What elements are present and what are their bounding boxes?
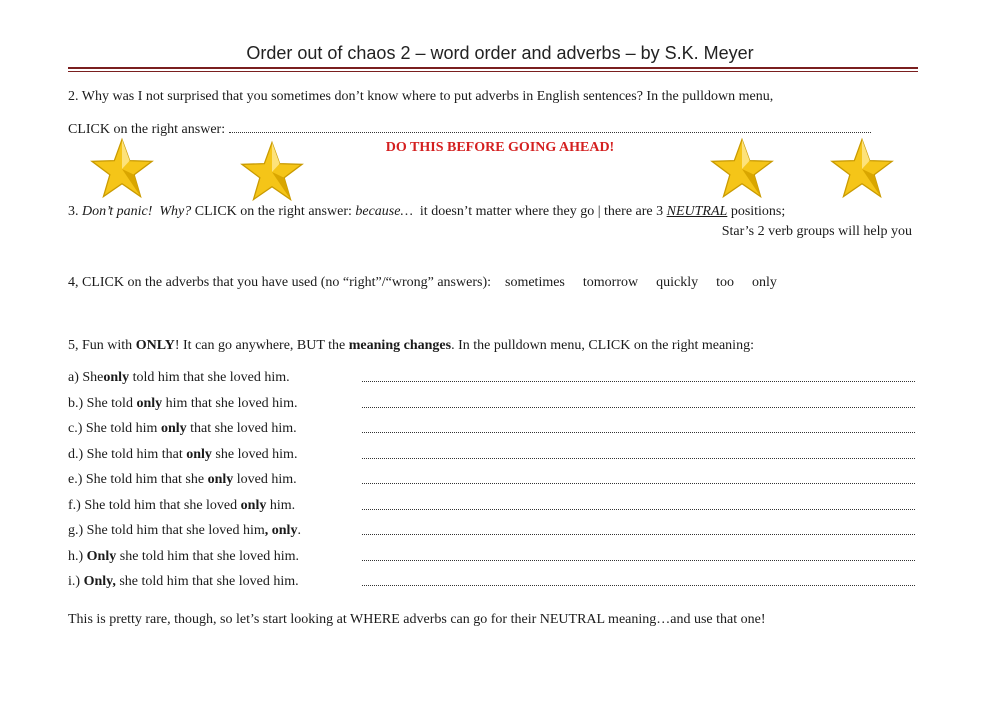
- q5-h-meaning-changes: meaning changes: [348, 338, 452, 353]
- q5-meaning-dropdown[interactable]: [362, 483, 915, 484]
- q2-line1: 2. Why was I not surprised that you sometimes don’t know where to put adverbs in English sentences? In the pulldown menu,: [68, 89, 774, 104]
- q3-option-2-pre: there are 3: [604, 204, 667, 219]
- q5-sentence-pre: f.) She told him that she loved: [68, 497, 241, 513]
- q5-sentence-pre: d.) She told him that: [68, 446, 187, 462]
- q5-sentence: [68, 447, 297, 463]
- q3-option-2-post: positions;: [727, 204, 786, 219]
- q5-sentence: [68, 396, 297, 412]
- q5-sentence-only: , only: [264, 523, 298, 538]
- q5-sentence-pre: g.) She told him that she loved him: [68, 523, 265, 538]
- q5-sentence: [68, 421, 297, 437]
- q3-number: 3.: [68, 204, 82, 219]
- adverb-option-tomorrow[interactable]: tomorrow: [582, 275, 639, 290]
- q5-sentence: [68, 370, 290, 386]
- q2-line2: [68, 120, 871, 138]
- adverb-option-sometimes[interactable]: sometimes: [505, 275, 565, 290]
- q3-option-3[interactable]: Star’s 2 verb groups will help you: [721, 224, 912, 239]
- q5-meaning-dropdown[interactable]: [362, 585, 915, 586]
- q5-sentence-post: she told him that she loved him.: [115, 574, 299, 589]
- q5-meaning-dropdown[interactable]: [362, 381, 915, 382]
- q5-sentence-pre: e.) She told him that she: [68, 472, 208, 487]
- q5-sentence: [68, 523, 301, 539]
- adverb-list: [491, 275, 777, 290]
- q4-line: [68, 275, 777, 291]
- star-icon: [710, 137, 774, 201]
- q5-sentence-post: she told him that she loved him.: [116, 548, 300, 564]
- q5-h-part1: 5, Fun with: [68, 338, 136, 353]
- page-title: Order out of chaos 2 – word order and adverbs – by S.K. Meyer: [246, 43, 754, 63]
- q5-sentence: [68, 574, 299, 590]
- q5-sentence-pre: h.): [68, 548, 87, 564]
- q5-sentence-only: only: [160, 421, 187, 436]
- q5-sentence-pre: c.) She told him: [68, 421, 161, 436]
- q5-sentence-only: only: [103, 370, 130, 385]
- q5-h-part5: . In the pulldown menu, CLICK on the right meaning:: [451, 338, 754, 353]
- q3-because: because…: [355, 204, 413, 219]
- q5-sentence: [68, 498, 295, 514]
- q5-sentence-post: him that she loved him.: [162, 395, 298, 411]
- q3-why: Why?: [159, 204, 192, 219]
- star-icon: [240, 140, 304, 204]
- q5-h-part3: ! It can go anywhere, BUT the: [174, 338, 349, 353]
- q5-meaning-dropdown[interactable]: [362, 432, 915, 433]
- q5-meaning-dropdown[interactable]: [362, 407, 915, 408]
- q3-neutral-word: NEUTRAL: [666, 204, 728, 219]
- q5-sentence-only: Only,: [83, 574, 116, 589]
- q5-sentence-only: Only: [86, 548, 117, 564]
- q5-heading: [68, 338, 754, 354]
- q5-sentence-post: that she loved him.: [186, 421, 297, 436]
- footer-text: This is pretty rare, though, so let’s start looking at WHERE adverbs can go for their NEUTRAL meaning…and use that one!: [68, 612, 766, 627]
- title-divider: [68, 67, 918, 72]
- q5-sentence-only: only: [240, 497, 267, 513]
- star-icon: [90, 137, 154, 201]
- q5-sentence-only: only: [207, 472, 234, 487]
- q5-sentence-post: him.: [266, 497, 296, 513]
- adverb-option-too[interactable]: too: [716, 275, 734, 290]
- q5-sentence-post: .: [297, 523, 301, 538]
- adverb-option-only[interactable]: only: [752, 275, 777, 290]
- q5-sentence: [68, 549, 299, 565]
- q3-dont-panic: Don’t panic!: [82, 204, 153, 219]
- q2-answer-dropdown[interactable]: [229, 120, 871, 133]
- q3-option-2[interactable]: [604, 204, 785, 219]
- q5-sentence: [68, 472, 297, 488]
- q3-separator: |: [597, 204, 601, 219]
- q5-sentence-post: told him that she loved him.: [129, 370, 290, 385]
- q5-meaning-dropdown[interactable]: [362, 458, 915, 459]
- q3-option-1[interactable]: it doesn’t matter where they go: [419, 204, 595, 219]
- adverb-option-quickly[interactable]: quickly: [656, 275, 699, 290]
- q5-h-only: ONLY: [135, 338, 175, 353]
- q2-line2-text: CLICK on the right answer:: [68, 122, 229, 137]
- q3-line: [68, 204, 785, 220]
- q5-sentence-post: loved him.: [233, 472, 297, 487]
- q5-sentence-pre: a) She: [68, 370, 104, 385]
- q5-meaning-dropdown[interactable]: [362, 534, 915, 535]
- q5-sentence-pre: b.) She told: [68, 395, 137, 411]
- q5-sentence-only: only: [136, 395, 163, 411]
- q5-meaning-dropdown[interactable]: [362, 509, 915, 510]
- q5-sentence-only: only: [186, 446, 212, 462]
- q4-prompt: 4, CLICK on the adverbs that you have used (no “right”/“wrong” answers):: [68, 275, 491, 290]
- star-icon: [830, 137, 894, 201]
- q5-meaning-dropdown[interactable]: [362, 560, 915, 561]
- q3-click: CLICK on the right answer:: [191, 204, 356, 219]
- q5-sentence-post: she loved him.: [211, 446, 298, 462]
- warning-text: DO THIS BEFORE GOING AHEAD!: [385, 140, 615, 155]
- q5-sentence-pre: i.): [68, 574, 84, 589]
